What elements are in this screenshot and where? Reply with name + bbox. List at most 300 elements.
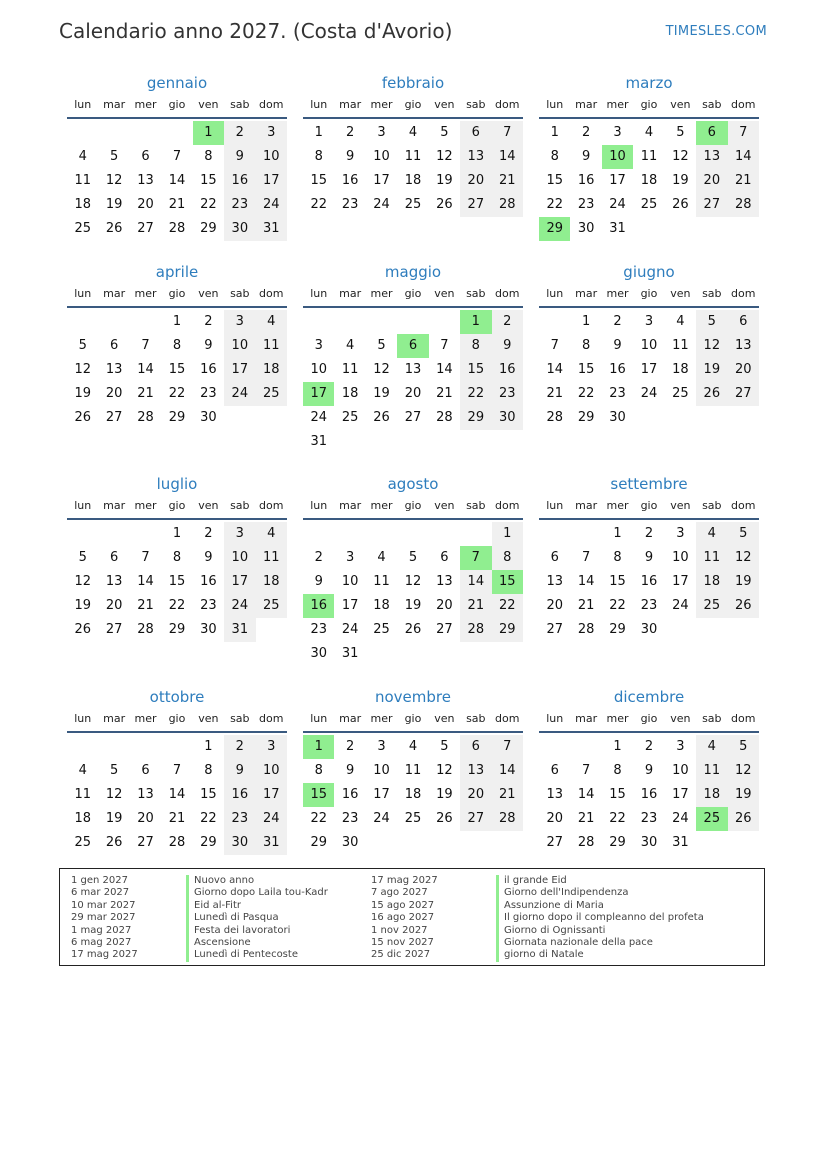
- day-cell[interactable]: 13: [460, 759, 491, 783]
- day-cell[interactable]: 6: [109, 550, 119, 565]
- day-cell[interactable]: 9: [644, 763, 654, 778]
- day-cell[interactable]: 31: [609, 221, 626, 236]
- day-cell[interactable]: 14: [728, 145, 759, 169]
- day-cell[interactable]: 12: [728, 759, 759, 783]
- day-cell[interactable]: 31: [256, 831, 287, 855]
- day-cell[interactable]: 8: [550, 149, 559, 164]
- day-cell[interactable]: 23: [609, 386, 626, 401]
- day-cell[interactable]: 17: [256, 783, 287, 807]
- holiday-day-cell[interactable]: 15: [303, 783, 334, 807]
- day-cell[interactable]: 25: [672, 386, 689, 401]
- day-cell[interactable]: 12: [436, 763, 453, 778]
- day-cell[interactable]: 7: [581, 550, 591, 565]
- day-cell[interactable]: 16: [640, 787, 658, 802]
- day-cell[interactable]: 10: [256, 759, 287, 783]
- day-cell[interactable]: 13: [105, 574, 123, 589]
- day-cell[interactable]: 27: [436, 622, 453, 637]
- day-cell[interactable]: 9: [204, 550, 213, 565]
- day-cell[interactable]: 21: [577, 811, 595, 826]
- day-cell[interactable]: 4: [78, 149, 87, 164]
- day-cell[interactable]: 28: [168, 221, 186, 236]
- day-cell[interactable]: 11: [341, 362, 359, 377]
- day-cell[interactable]: 1: [314, 125, 323, 140]
- day-cell[interactable]: 10: [373, 763, 390, 778]
- day-cell[interactable]: 28: [546, 410, 563, 425]
- day-cell[interactable]: 27: [546, 622, 563, 637]
- day-cell[interactable]: 21: [137, 598, 154, 613]
- day-cell[interactable]: 8: [613, 550, 622, 565]
- day-cell[interactable]: 8: [314, 763, 323, 778]
- day-cell[interactable]: 25: [256, 594, 287, 618]
- day-cell[interactable]: 23: [224, 807, 255, 831]
- day-cell[interactable]: 12: [728, 546, 759, 570]
- day-cell[interactable]: 10: [672, 550, 689, 565]
- day-cell[interactable]: 20: [728, 358, 759, 382]
- day-cell[interactable]: 8: [172, 550, 182, 565]
- holiday-day-cell[interactable]: 1: [193, 121, 224, 145]
- day-cell[interactable]: 25: [696, 594, 727, 618]
- day-cell[interactable]: 30: [577, 221, 595, 236]
- day-cell[interactable]: 21: [460, 594, 491, 618]
- day-cell[interactable]: 29: [200, 221, 217, 236]
- day-cell[interactable]: 19: [696, 358, 727, 382]
- day-cell[interactable]: 5: [78, 338, 87, 353]
- day-cell[interactable]: 23: [200, 598, 217, 613]
- day-cell[interactable]: 16: [200, 362, 217, 377]
- day-cell[interactable]: 13: [546, 787, 563, 802]
- day-cell[interactable]: 19: [672, 173, 689, 188]
- day-cell[interactable]: 13: [728, 334, 759, 358]
- day-cell[interactable]: 19: [373, 386, 390, 401]
- day-cell[interactable]: 15: [168, 574, 186, 589]
- day-cell[interactable]: 6: [550, 763, 559, 778]
- day-cell[interactable]: 4: [256, 310, 287, 334]
- day-cell[interactable]: 26: [74, 410, 91, 425]
- holiday-day-cell[interactable]: 10: [602, 145, 633, 169]
- day-cell[interactable]: 27: [105, 410, 123, 425]
- day-cell[interactable]: 4: [408, 125, 418, 140]
- day-cell[interactable]: 30: [341, 835, 359, 850]
- day-cell[interactable]: 12: [373, 362, 390, 377]
- day-cell[interactable]: 24: [672, 811, 689, 826]
- day-cell[interactable]: 10: [256, 145, 287, 169]
- day-cell[interactable]: 28: [728, 193, 759, 217]
- day-cell[interactable]: 22: [310, 197, 327, 212]
- day-cell[interactable]: 15: [577, 362, 595, 377]
- day-cell[interactable]: 5: [728, 735, 759, 759]
- day-cell[interactable]: 30: [200, 410, 217, 425]
- day-cell[interactable]: 10: [224, 546, 255, 570]
- day-cell[interactable]: 20: [404, 386, 422, 401]
- day-cell[interactable]: 11: [256, 546, 287, 570]
- day-cell[interactable]: 25: [256, 382, 287, 406]
- day-cell[interactable]: 24: [672, 598, 689, 613]
- day-cell[interactable]: 27: [404, 410, 422, 425]
- day-cell[interactable]: 18: [404, 787, 422, 802]
- day-cell[interactable]: 28: [168, 835, 186, 850]
- day-cell[interactable]: 3: [224, 310, 255, 334]
- day-cell[interactable]: 14: [492, 145, 523, 169]
- holiday-day-cell[interactable]: 6: [397, 334, 428, 358]
- day-cell[interactable]: 2: [345, 739, 355, 754]
- day-cell[interactable]: 6: [141, 763, 150, 778]
- day-cell[interactable]: 22: [609, 811, 626, 826]
- day-cell[interactable]: 21: [436, 386, 453, 401]
- day-cell[interactable]: 28: [577, 622, 595, 637]
- day-cell[interactable]: 7: [172, 149, 182, 164]
- day-cell[interactable]: 18: [696, 783, 727, 807]
- day-cell[interactable]: 3: [377, 739, 386, 754]
- day-cell[interactable]: 2: [613, 314, 622, 329]
- day-cell[interactable]: 29: [168, 410, 186, 425]
- day-cell[interactable]: 6: [440, 550, 449, 565]
- day-cell[interactable]: 11: [672, 338, 689, 353]
- day-cell[interactable]: 20: [137, 811, 154, 826]
- day-cell[interactable]: 3: [613, 125, 622, 140]
- day-cell[interactable]: 31: [672, 835, 689, 850]
- day-cell[interactable]: 3: [676, 739, 685, 754]
- day-cell[interactable]: 8: [204, 149, 213, 164]
- day-cell[interactable]: 22: [168, 598, 186, 613]
- day-cell[interactable]: 5: [676, 125, 685, 140]
- day-cell[interactable]: 26: [74, 622, 91, 637]
- day-cell[interactable]: 2: [581, 125, 591, 140]
- day-cell[interactable]: 9: [345, 149, 355, 164]
- day-cell[interactable]: 25: [373, 622, 390, 637]
- day-cell[interactable]: 2: [644, 739, 654, 754]
- day-cell[interactable]: 31: [256, 217, 287, 241]
- day-cell[interactable]: 24: [609, 197, 626, 212]
- day-cell[interactable]: 5: [696, 310, 727, 334]
- day-cell[interactable]: 18: [74, 811, 91, 826]
- day-cell[interactable]: 9: [613, 338, 622, 353]
- day-cell[interactable]: 8: [172, 338, 182, 353]
- day-cell[interactable]: 18: [74, 197, 91, 212]
- day-cell[interactable]: 24: [341, 622, 359, 637]
- day-cell[interactable]: 29: [200, 835, 217, 850]
- day-cell[interactable]: 20: [546, 811, 563, 826]
- day-cell[interactable]: 24: [310, 410, 327, 425]
- day-cell[interactable]: 1: [613, 526, 622, 541]
- day-cell[interactable]: 25: [341, 410, 359, 425]
- day-cell[interactable]: 14: [168, 787, 186, 802]
- day-cell[interactable]: 23: [577, 197, 595, 212]
- day-cell[interactable]: 14: [168, 173, 186, 188]
- day-cell[interactable]: 18: [373, 598, 390, 613]
- day-cell[interactable]: 22: [546, 197, 563, 212]
- day-cell[interactable]: 14: [492, 759, 523, 783]
- day-cell[interactable]: 4: [377, 550, 386, 565]
- day-cell[interactable]: 27: [460, 193, 491, 217]
- day-cell[interactable]: 24: [256, 807, 287, 831]
- day-cell[interactable]: 10: [224, 334, 255, 358]
- day-cell[interactable]: 12: [696, 334, 727, 358]
- day-cell[interactable]: 16: [640, 574, 658, 589]
- day-cell[interactable]: 5: [78, 550, 87, 565]
- day-cell[interactable]: 17: [672, 787, 689, 802]
- day-cell[interactable]: 23: [640, 811, 658, 826]
- day-cell[interactable]: 26: [404, 622, 422, 637]
- day-cell[interactable]: 19: [105, 197, 123, 212]
- day-cell[interactable]: 9: [314, 574, 323, 589]
- day-cell[interactable]: 6: [460, 735, 491, 759]
- day-cell[interactable]: 6: [141, 149, 150, 164]
- day-cell[interactable]: 12: [105, 787, 123, 802]
- day-cell[interactable]: 3: [224, 522, 255, 546]
- day-cell[interactable]: 10: [341, 574, 359, 589]
- day-cell[interactable]: 5: [440, 739, 449, 754]
- day-cell[interactable]: 28: [137, 622, 154, 637]
- holiday-day-cell[interactable]: 16: [303, 594, 334, 618]
- day-cell[interactable]: 16: [492, 358, 523, 382]
- day-cell[interactable]: 24: [256, 193, 287, 217]
- day-cell[interactable]: 20: [696, 169, 727, 193]
- day-cell[interactable]: 27: [696, 193, 727, 217]
- day-cell[interactable]: 4: [696, 522, 727, 546]
- day-cell[interactable]: 27: [460, 807, 491, 831]
- day-cell[interactable]: 14: [137, 574, 154, 589]
- day-cell[interactable]: 26: [436, 811, 453, 826]
- day-cell[interactable]: 26: [105, 221, 123, 236]
- day-cell[interactable]: 27: [546, 835, 563, 850]
- day-cell[interactable]: 7: [728, 121, 759, 145]
- day-cell[interactable]: 20: [105, 598, 123, 613]
- day-cell[interactable]: 10: [640, 338, 658, 353]
- day-cell[interactable]: 26: [436, 197, 453, 212]
- day-cell[interactable]: 28: [577, 835, 595, 850]
- day-cell[interactable]: 21: [577, 598, 595, 613]
- day-cell[interactable]: 16: [200, 574, 217, 589]
- day-cell[interactable]: 4: [676, 314, 685, 329]
- day-cell[interactable]: 1: [613, 739, 622, 754]
- day-cell[interactable]: 13: [436, 574, 453, 589]
- day-cell[interactable]: 15: [609, 787, 626, 802]
- day-cell[interactable]: 30: [492, 406, 523, 430]
- day-cell[interactable]: 6: [550, 550, 559, 565]
- day-cell[interactable]: 30: [200, 622, 217, 637]
- day-cell[interactable]: 12: [74, 574, 91, 589]
- day-cell[interactable]: 11: [373, 574, 390, 589]
- day-cell[interactable]: 17: [224, 358, 255, 382]
- day-cell[interactable]: 5: [109, 149, 119, 164]
- day-cell[interactable]: 3: [314, 338, 323, 353]
- day-cell[interactable]: 30: [640, 835, 658, 850]
- day-cell[interactable]: 16: [609, 362, 626, 377]
- day-cell[interactable]: 24: [373, 197, 390, 212]
- day-cell[interactable]: 4: [345, 338, 355, 353]
- day-cell[interactable]: 9: [492, 334, 523, 358]
- day-cell[interactable]: 29: [460, 406, 491, 430]
- day-cell[interactable]: 27: [105, 622, 123, 637]
- day-cell[interactable]: 14: [546, 362, 563, 377]
- day-cell[interactable]: 13: [105, 362, 123, 377]
- day-cell[interactable]: 28: [436, 410, 453, 425]
- day-cell[interactable]: 13: [546, 574, 563, 589]
- day-cell[interactable]: 18: [672, 362, 689, 377]
- holiday-day-cell[interactable]: 25: [696, 807, 727, 831]
- day-cell[interactable]: 18: [640, 173, 658, 188]
- day-cell[interactable]: 6: [728, 310, 759, 334]
- day-cell[interactable]: 19: [105, 811, 123, 826]
- day-cell[interactable]: 22: [310, 811, 327, 826]
- day-cell[interactable]: 7: [172, 763, 182, 778]
- day-cell[interactable]: 18: [256, 570, 287, 594]
- day-cell[interactable]: 21: [492, 169, 523, 193]
- day-cell[interactable]: 22: [492, 594, 523, 618]
- day-cell[interactable]: 22: [200, 197, 217, 212]
- day-cell[interactable]: 16: [224, 169, 255, 193]
- day-cell[interactable]: 4: [78, 763, 87, 778]
- day-cell[interactable]: 30: [310, 646, 327, 661]
- day-cell[interactable]: 17: [373, 173, 390, 188]
- day-cell[interactable]: 25: [640, 197, 658, 212]
- day-cell[interactable]: 18: [696, 570, 727, 594]
- day-cell[interactable]: 23: [200, 386, 217, 401]
- day-cell[interactable]: 14: [137, 362, 154, 377]
- day-cell[interactable]: 12: [74, 362, 91, 377]
- day-cell[interactable]: 23: [492, 382, 523, 406]
- day-cell[interactable]: 22: [609, 598, 626, 613]
- day-cell[interactable]: 30: [224, 831, 255, 855]
- day-cell[interactable]: 23: [341, 197, 359, 212]
- day-cell[interactable]: 5: [377, 338, 386, 353]
- holiday-day-cell[interactable]: 17: [303, 382, 334, 406]
- day-cell[interactable]: 1: [172, 314, 182, 329]
- day-cell[interactable]: 22: [200, 811, 217, 826]
- day-cell[interactable]: 16: [341, 173, 359, 188]
- day-cell[interactable]: 3: [676, 526, 685, 541]
- holiday-day-cell[interactable]: 1: [460, 310, 491, 334]
- day-cell[interactable]: 18: [341, 386, 359, 401]
- day-cell[interactable]: 20: [460, 783, 491, 807]
- day-cell[interactable]: 16: [577, 173, 595, 188]
- day-cell[interactable]: 11: [404, 763, 422, 778]
- day-cell[interactable]: 11: [640, 149, 658, 164]
- day-cell[interactable]: 11: [696, 546, 727, 570]
- day-cell[interactable]: 19: [404, 598, 422, 613]
- day-cell[interactable]: 17: [341, 598, 359, 613]
- day-cell[interactable]: 12: [404, 574, 422, 589]
- day-cell[interactable]: 24: [640, 386, 658, 401]
- day-cell[interactable]: 24: [373, 811, 390, 826]
- day-cell[interactable]: 4: [696, 735, 727, 759]
- day-cell[interactable]: 17: [672, 574, 689, 589]
- day-cell[interactable]: 25: [404, 811, 422, 826]
- day-cell[interactable]: 25: [74, 221, 91, 236]
- day-cell[interactable]: 17: [640, 362, 658, 377]
- day-cell[interactable]: 15: [310, 173, 327, 188]
- day-cell[interactable]: 9: [224, 759, 255, 783]
- day-cell[interactable]: 17: [609, 173, 626, 188]
- day-cell[interactable]: 13: [696, 145, 727, 169]
- day-cell[interactable]: 30: [640, 622, 658, 637]
- day-cell[interactable]: 26: [672, 197, 689, 212]
- day-cell[interactable]: 20: [436, 598, 453, 613]
- day-cell[interactable]: 9: [644, 550, 654, 565]
- day-cell[interactable]: 12: [105, 173, 123, 188]
- site-link[interactable]: TIMESLES.COM: [665, 24, 767, 39]
- day-cell[interactable]: 24: [224, 382, 255, 406]
- day-cell[interactable]: 19: [74, 598, 91, 613]
- day-cell[interactable]: 23: [310, 622, 327, 637]
- day-cell[interactable]: 8: [460, 334, 491, 358]
- day-cell[interactable]: 3: [377, 125, 386, 140]
- day-cell[interactable]: 29: [492, 618, 523, 642]
- day-cell[interactable]: 7: [581, 763, 591, 778]
- day-cell[interactable]: 20: [105, 386, 123, 401]
- day-cell[interactable]: 2: [314, 550, 323, 565]
- day-cell[interactable]: 20: [137, 197, 154, 212]
- day-cell[interactable]: 29: [310, 835, 327, 850]
- day-cell[interactable]: 14: [436, 362, 453, 377]
- day-cell[interactable]: 14: [460, 570, 491, 594]
- day-cell[interactable]: 13: [137, 173, 154, 188]
- day-cell[interactable]: 21: [168, 197, 186, 212]
- day-cell[interactable]: 28: [460, 618, 491, 642]
- day-cell[interactable]: 23: [341, 811, 359, 826]
- day-cell[interactable]: 5: [440, 125, 449, 140]
- day-cell[interactable]: 28: [137, 410, 154, 425]
- day-cell[interactable]: 31: [224, 618, 255, 642]
- day-cell[interactable]: 2: [224, 121, 255, 145]
- holiday-day-cell[interactable]: 7: [460, 546, 491, 570]
- day-cell[interactable]: 3: [644, 314, 654, 329]
- day-cell[interactable]: 15: [200, 787, 217, 802]
- day-cell[interactable]: 21: [492, 783, 523, 807]
- day-cell[interactable]: 5: [109, 763, 119, 778]
- day-cell[interactable]: 27: [728, 382, 759, 406]
- day-cell[interactable]: 7: [141, 550, 150, 565]
- day-cell[interactable]: 18: [404, 173, 422, 188]
- day-cell[interactable]: 30: [609, 410, 626, 425]
- day-cell[interactable]: 2: [224, 735, 255, 759]
- day-cell[interactable]: 25: [404, 197, 422, 212]
- day-cell[interactable]: 12: [672, 149, 689, 164]
- day-cell[interactable]: 9: [581, 149, 591, 164]
- day-cell[interactable]: 28: [492, 807, 523, 831]
- day-cell[interactable]: 20: [546, 598, 563, 613]
- day-cell[interactable]: 12: [436, 149, 453, 164]
- day-cell[interactable]: 7: [141, 338, 150, 353]
- day-cell[interactable]: 22: [168, 386, 186, 401]
- day-cell[interactable]: 1: [550, 125, 559, 140]
- day-cell[interactable]: 17: [224, 570, 255, 594]
- day-cell[interactable]: 14: [577, 787, 595, 802]
- day-cell[interactable]: 23: [224, 193, 255, 217]
- day-cell[interactable]: 6: [460, 121, 491, 145]
- day-cell[interactable]: 19: [74, 386, 91, 401]
- day-cell[interactable]: 27: [137, 835, 154, 850]
- day-cell[interactable]: 7: [550, 338, 559, 353]
- day-cell[interactable]: 29: [609, 622, 626, 637]
- day-cell[interactable]: 9: [345, 763, 355, 778]
- day-cell[interactable]: 27: [137, 221, 154, 236]
- day-cell[interactable]: 22: [460, 382, 491, 406]
- day-cell[interactable]: 15: [546, 173, 563, 188]
- day-cell[interactable]: 26: [373, 410, 390, 425]
- holiday-day-cell[interactable]: 15: [492, 570, 523, 594]
- day-cell[interactable]: 26: [728, 807, 759, 831]
- day-cell[interactable]: 14: [577, 574, 595, 589]
- day-cell[interactable]: 29: [168, 622, 186, 637]
- holiday-day-cell[interactable]: 6: [696, 121, 727, 145]
- day-cell[interactable]: 8: [613, 763, 622, 778]
- day-cell[interactable]: 13: [460, 145, 491, 169]
- day-cell[interactable]: 7: [492, 121, 523, 145]
- day-cell[interactable]: 22: [577, 386, 595, 401]
- day-cell[interactable]: 5: [408, 550, 418, 565]
- day-cell[interactable]: 16: [341, 787, 359, 802]
